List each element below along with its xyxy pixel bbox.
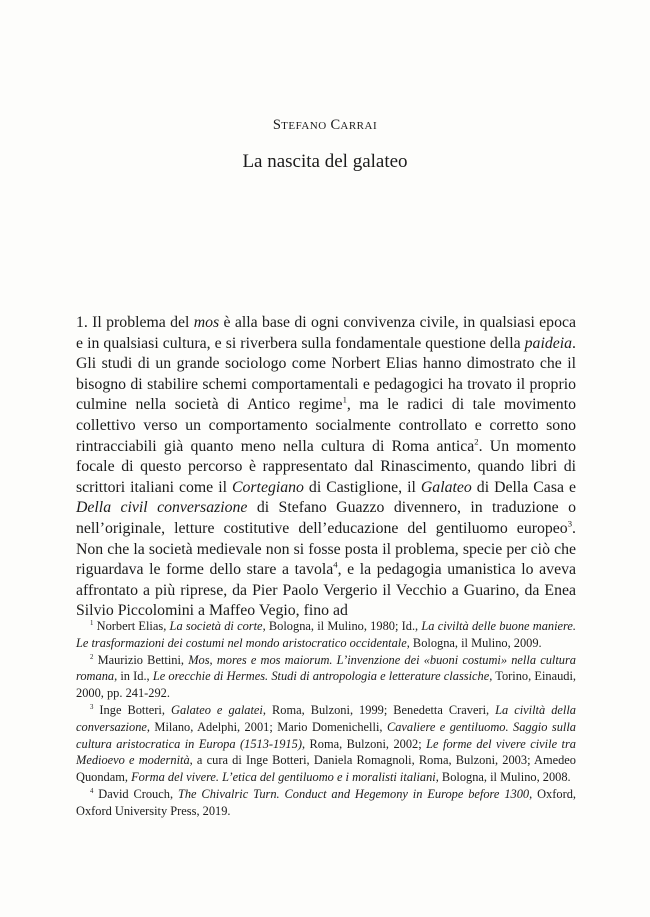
italic-title: Cavaliere e gentiluomo. Saggio sulla cultura aristocratica in Europa (1513-1915) [76,719,576,751]
footnote [76,652,576,702]
italic-term: paideia [524,334,573,352]
italic-title: Forma del vivere. L’etica del gentiluomo e i moralisti italiani [131,770,436,785]
footnote [76,618,576,652]
text-run: Inge Botteri, [93,702,171,717]
article-title: La nascita del galateo [242,151,408,172]
author-initial: C [330,117,341,133]
text-run: , Torino, Einaudi, 2000, pp. 241-292. [76,669,577,701]
italic-title: Mos, mores e mos maiorum. L’invenzione dei «buoni costumi» nella cultura romana [76,652,576,684]
text-run: David Crouch, [93,786,178,801]
footnotes [76,618,576,820]
italic-title: La civiltà della conversazione [76,702,576,734]
author-smallcaps: ARRAI [340,120,378,132]
italic-title: Le orecchie di Hermes. Studi di antropologia e letterature classiche [152,669,490,684]
text-run: di Castiglione, il [303,478,421,496]
footnote-ref[interactable]: 3 [567,518,573,529]
text-run: , Bologna, il Mulino, 2008. [435,770,571,785]
text-run: , Milano, Adelphi, 2001; Mario Domenichelli, [146,719,387,734]
footnote-ref[interactable]: 2 [474,436,479,447]
text-run: , in Id., [114,669,153,684]
text-run: . Un momento focale di questo percorso è rappresentato dal Rinascimento, quando libri di scrittori italiani come il [76,437,577,496]
text-run: 1. Il problema del [76,314,194,331]
author-initial: S [272,117,282,133]
body-paragraph [76,313,576,622]
text-run: di Della Casa e [471,478,576,496]
footnote-number: 2 [90,653,94,661]
italic-term: mos [193,314,220,331]
text-run: , a cura di Inge Botteri, Daniela Romagnoli, Roma, Bulzoni, 2003; Amedeo Quondam, [76,753,576,785]
text-run: , Roma, Bulzoni, 1999; Benedetta Craveri, [262,702,496,717]
italic-term: Cortegiano [231,478,304,496]
footnote-ref[interactable]: 1 [342,395,347,406]
text-run: , ma le radici di tale movimento collettivo verso un comportamento socialmente controllato e corretto sono rintracciabili già quanto meno nella cultura di Roma antica [76,396,576,455]
text-run: . Non che la società medievale non si fosse posta il problema, specie per ciò che riguardava le forme dello stare a tavola [76,519,576,579]
text-run: , Oxford, Oxford University Press, 2019. [76,786,576,818]
text-run: Maurizio Bettini, [93,652,189,667]
author-smallcaps: TEFANO [281,120,327,132]
italic-title: Le forme del vivere civile tra Medioevo e modernità [76,736,576,768]
text-run: di Stefano Guazzo divennero, in traduzione o nell’originale, letture costitutive dell’educazione del gentiluomo europeo [76,499,576,537]
text-run: , Bologna, il Mulino, 1980; Id., [262,619,422,633]
italic-term: Della civil conversazione [76,499,248,517]
footnote-number: 3 [90,703,94,711]
footnote-ref[interactable]: 4 [333,559,338,570]
italic-title: La società di corte [169,619,263,633]
text-run: è alla base di ogni convivenza civile, in qualsiasi epoca e in qualsiasi cultura, e si riverbera sulla fondamentale questione della [76,314,577,352]
text-run: , Roma, Bulzoni, 2002; [301,736,427,751]
footnote-number: 4 [90,787,94,795]
text-run: Norbert Elias, [93,619,170,633]
text-run: , Bologna, il Mulino, 2009. [406,635,542,650]
italic-term: Galateo [420,478,472,496]
italic-title: The Chivalric Turn. Conduct and Hegemony in Europe before 1300 [177,786,530,801]
footnote [76,702,576,786]
italic-title: La civiltà delle buone maniere. Le trasformazioni dei costumi nel mondo aristocratico occidentale [76,619,577,650]
text-run: , e la pedagogia umanistica lo aveva affrontato a più riprese, da Pier Paolo Vergerio il Vecchio a Guarino, da Enea Silvio Piccolomini a Maffeo Vegio, fino ad [76,561,576,620]
body-text [76,313,576,622]
footnote [76,786,576,820]
author-name [0,117,650,134]
text-run: . Gli studi di un grande sociologo come Norbert Elias hanno dimostrato che il bisogno di stabilire schemi comportamentali e pedagogici ha trovato il proprio culmine nella società di Antico regime [76,334,576,414]
italic-title: Galateo e galatei [171,702,263,717]
footnote-number: 1 [90,619,94,627]
